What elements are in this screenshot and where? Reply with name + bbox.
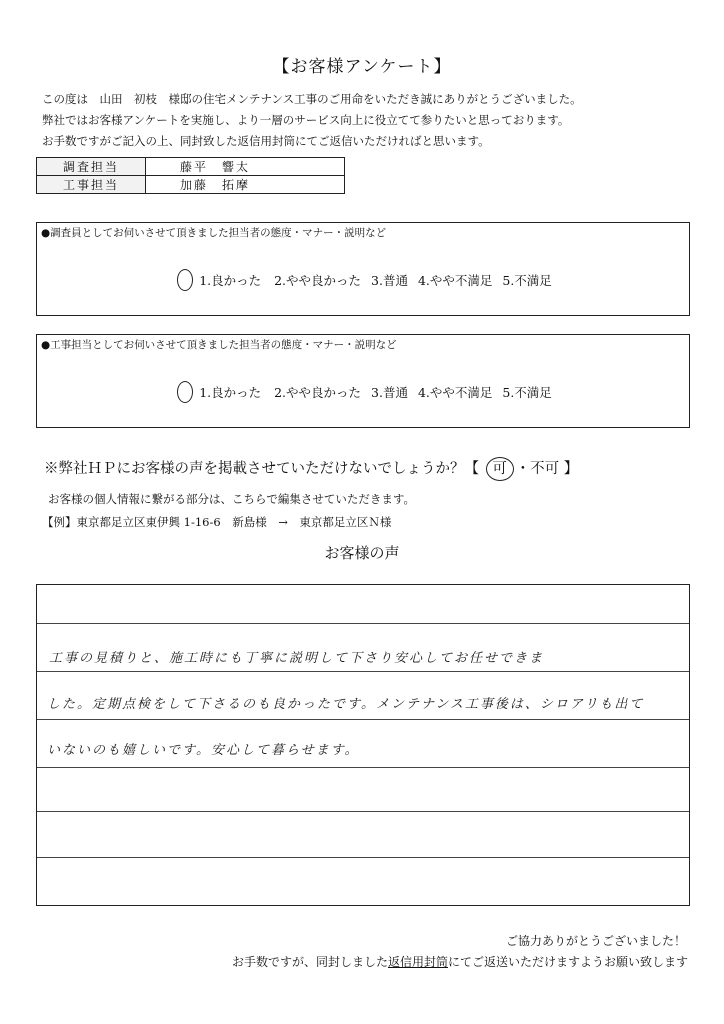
handwritten-line: した。定期点検をして下さるのも良かったです。メンテナンス工事後は、シロアリも出て [47, 697, 645, 712]
q1-option-4[interactable]: 4.やや不満足 [417, 273, 493, 288]
closing-pre: お手数ですが、同封しました [231, 955, 388, 969]
ruled-line [37, 811, 689, 812]
staff-row [37, 176, 345, 194]
q1-option-3[interactable]: 3.普通 [371, 273, 408, 288]
intro-line-2: 弊社ではお客様アンケートを実施し、より一層のサービス向上に役立てて参りたいと思っております。 [42, 113, 570, 127]
staff-row [37, 158, 345, 176]
ruled-line [37, 671, 689, 672]
q2-option-4[interactable]: 4.やや不満足 [417, 385, 493, 400]
privacy-note: お客様の個人情報に繋がる部分は、こちらで編集させていただきます。 [48, 492, 415, 506]
question-2-box [36, 334, 690, 428]
selected-circle-mark [177, 381, 193, 403]
handwritten-line: いないのも嬉しいです。安心して暮らせます。 [47, 743, 360, 758]
q1-option-5[interactable]: 5.不満足 [502, 273, 552, 288]
handwritten-line: 工事の見積りと、施工時にも丁寧に説明して下さり安心してお任せできま [49, 651, 545, 666]
staff-table [36, 157, 345, 194]
customer-voice-title: お客様の声 [324, 544, 400, 562]
intro-line-3: お手数ですがご記入の上、同封致した返信用封筒にてご返信いただければと思います。 [42, 134, 490, 148]
staff-role: 工事担当 [37, 176, 146, 194]
selected-circle-mark [177, 269, 193, 291]
customer-voice-box[interactable] [36, 584, 690, 906]
return-envelope-text: 返信用封筒 [387, 955, 448, 969]
ruled-line [37, 623, 689, 624]
question-1-label: ●調査員としてお伺いさせて頂きました担当者の態度・マナー・説明など [41, 227, 387, 239]
staff-name: 加藤 拓摩 [146, 176, 345, 194]
staff-name: 藤平 響太 [146, 158, 345, 176]
hp-question-text: ※弊社ＨＰにお客様の声を掲載させていただけないでしょうか？【 [44, 461, 479, 477]
q1-option-1[interactable]: 1.良かった [174, 273, 264, 288]
question-1-options [37, 269, 689, 291]
question-2-label: ●工事担当としてお伺いさせて頂きました担当者の態度・マナー・説明など [41, 339, 397, 351]
question-2-options [37, 381, 689, 403]
page-title: 【お客様アンケート】 [272, 57, 452, 77]
hp-bracket-close: 】 [563, 461, 579, 477]
closing-text [232, 953, 688, 970]
hp-permission-question [44, 457, 578, 481]
q2-option-5[interactable]: 5.不満足 [502, 385, 552, 400]
thanks-text: ご協力ありがとうございました！ [505, 934, 686, 948]
intro-line-1: この度は 山田 初枝 様邸の住宅メンテナンス工事のご用命をいただき誠にありがとうございました。 [42, 92, 582, 106]
question-1-box [36, 222, 690, 316]
hp-yes-option[interactable]: 可 [486, 457, 514, 481]
closing-post: にてご返送いただけますようお願い致します [447, 955, 688, 969]
ruled-line [37, 767, 689, 768]
staff-role: 調査担当 [37, 158, 146, 176]
q2-option-3[interactable]: 3.普通 [371, 385, 408, 400]
q2-option-2[interactable]: 2.やや良かった [274, 385, 362, 400]
q2-option-1[interactable]: 1.良かった [174, 385, 264, 400]
ruled-line [37, 857, 689, 858]
hp-separator: ・ [515, 461, 531, 477]
example-note: 【例】東京都足立区東伊興 1-16-6 新島様 → 東京都足立区Ｎ様 [42, 515, 392, 529]
ruled-line [37, 719, 689, 720]
hp-no-option[interactable]: 不可 [530, 461, 560, 477]
q1-option-2[interactable]: 2.やや良かった [274, 273, 362, 288]
